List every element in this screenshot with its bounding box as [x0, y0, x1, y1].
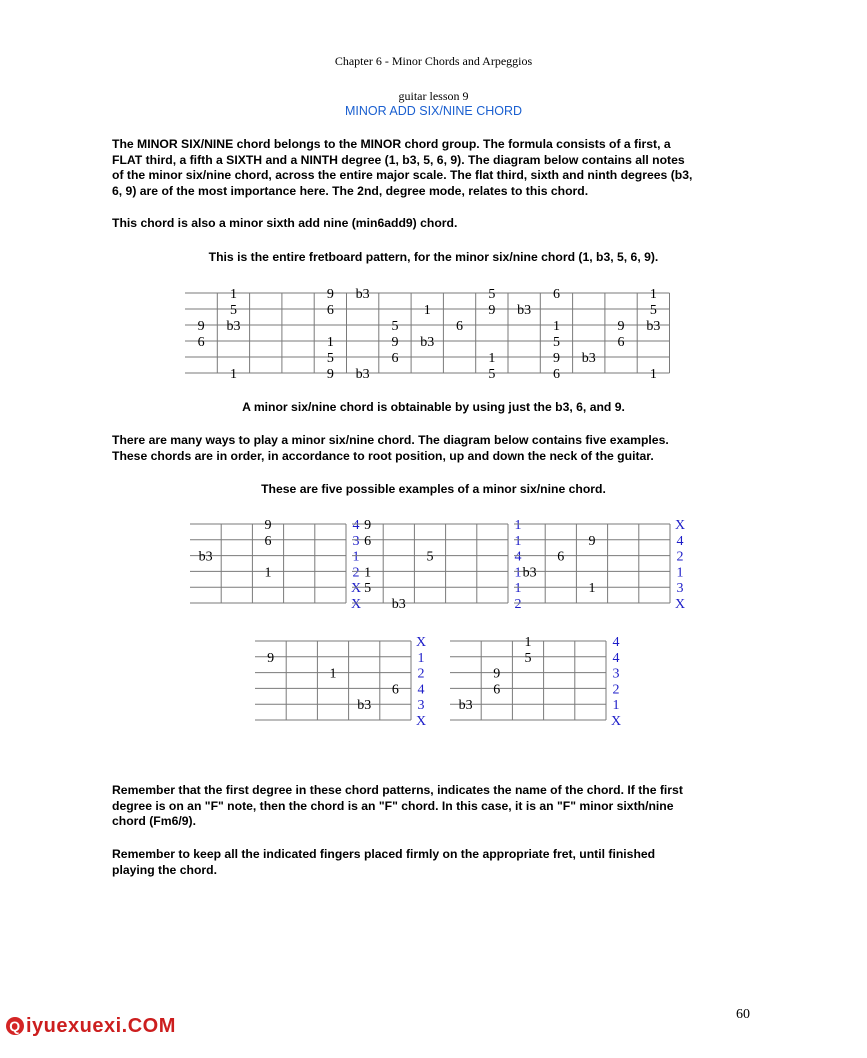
chord-note: 6	[557, 549, 565, 565]
finger-number: 4	[612, 635, 620, 650]
text-line: Remember that the first degree in these chord patterns, indicates the name of the chord. If the first	[112, 783, 683, 797]
fret-note: b3	[226, 319, 241, 334]
fret-note: 9	[552, 351, 560, 366]
finger-number: X	[415, 714, 427, 729]
fret-note: 5	[326, 351, 334, 366]
fret-note: 6	[326, 303, 334, 318]
finger-number: 1	[352, 549, 360, 565]
fret-note: b3	[646, 319, 661, 334]
fret-note: 6	[456, 319, 464, 334]
finger-number: X	[350, 581, 362, 597]
finger-number: 1	[417, 650, 425, 666]
remember-paragraph-1	[112, 783, 762, 830]
chord-note: b3	[198, 549, 213, 565]
chord-note: 9	[364, 518, 372, 533]
finger-number: 4	[676, 533, 684, 549]
fret-note: 9	[326, 287, 334, 302]
finger-number: 3	[612, 666, 620, 682]
chord-note: 5	[364, 581, 372, 597]
text-line: degree is on an "F" note, then the chord is an "F" chord. In this case, it is an "F" minor sixth/nine	[112, 798, 674, 813]
text-line: These chords are in order, in accordance to root position, up and down the neck of the guitar.	[112, 448, 654, 463]
fret-note: 6	[391, 351, 399, 366]
fret-note: 1	[552, 319, 560, 334]
chord-note: 9	[493, 666, 501, 682]
chord-note: b3	[522, 565, 537, 581]
fret-note: 5	[649, 303, 657, 318]
finger-number: 1	[514, 518, 522, 533]
chord-note: 1	[264, 565, 272, 581]
chord-note: 6	[391, 682, 399, 698]
chord-note: 9	[264, 518, 272, 533]
finger-number: 2	[352, 565, 360, 581]
fret-note: 5	[488, 367, 496, 382]
fret-note: 9	[617, 319, 625, 334]
text-line: The MINOR SIX/NINE chord belongs to the MINOR chord group. The formula consists of a first, a	[112, 137, 671, 151]
fret-note: 1	[649, 287, 657, 302]
intro-paragraph	[112, 137, 762, 199]
fret-note: b3	[420, 335, 435, 350]
finger-number: 3	[417, 698, 425, 714]
site-watermark	[6, 1015, 176, 1038]
fretboard-caption: This is the entire fretboard pattern, for the minor six/nine chord (1, b3, 5, 6, 9).	[208, 250, 659, 264]
chord-note: b3	[391, 597, 406, 612]
text-line: playing the chord.	[112, 862, 217, 877]
finger-number: 4	[612, 650, 620, 666]
fret-note: 1	[488, 351, 496, 366]
fret-note: 6	[552, 287, 560, 302]
chord-note: b3	[458, 698, 473, 714]
lesson-label: guitar lesson 9	[398, 89, 469, 103]
chord-note: 1	[329, 666, 337, 682]
finger-number: 2	[417, 666, 425, 682]
fret-note: 6	[197, 335, 205, 350]
chord-diagram-3	[507, 514, 686, 614]
chord-note: 5	[426, 549, 434, 565]
fret-note: 5	[552, 335, 560, 350]
finger-number: X	[674, 597, 686, 612]
lesson-title: MINOR ADD SIX/NINE CHORD	[344, 104, 523, 118]
chord-note: b3	[357, 698, 372, 714]
watermark-text: iyuexuexi.COM	[26, 1015, 176, 1037]
chord-note: 6	[493, 682, 501, 698]
also-paragraph: This chord is also a minor sixth add nine (min6add9) chord.	[112, 216, 458, 230]
text-line: of the minor six/nine chord, across the entire major scale. The flat third, sixth and ninth degrees (b3,	[112, 168, 693, 182]
fret-note: 1	[326, 335, 334, 350]
fret-note: b3	[355, 367, 370, 382]
fret-note: 9	[197, 319, 205, 334]
text-line: FLAT third, a fifth a SIXTH and a NINTH degree (1, b3, 5, 6, 9). The diagram below contains all notes	[112, 152, 685, 167]
finger-number: 4	[352, 518, 360, 533]
finger-number: 1	[514, 581, 522, 597]
examples-caption: These are five possible examples of a minor six/nine chord.	[261, 482, 606, 496]
fretboard-diagram	[180, 285, 685, 385]
finger-number: 4	[514, 549, 522, 565]
fret-note: 9	[326, 367, 334, 382]
fret-note: 1	[423, 303, 431, 318]
chord-note: 9	[588, 533, 596, 549]
fret-note: 6	[617, 335, 625, 350]
chord-diagram-2	[345, 514, 522, 614]
finger-number: 3	[352, 533, 360, 549]
chord-note: 6	[364, 533, 372, 549]
chord-note: 5	[524, 650, 532, 666]
fret-note: 5	[391, 319, 399, 334]
text-line: Remember to keep all the indicated fingers placed firmly on the appropriate fret, until finished	[112, 847, 656, 861]
chord-diagram-1	[183, 514, 362, 614]
page-number: 60	[736, 1007, 750, 1022]
chord-note: 1	[588, 581, 596, 597]
chord-diagram-5	[443, 631, 622, 731]
finger-number: 1	[612, 698, 620, 714]
chapter-header: Chapter 6 - Minor Chords and Arpeggios	[334, 54, 533, 68]
chord-note: 9	[267, 650, 275, 666]
fret-note: 1	[229, 367, 237, 382]
chord-note: 1	[524, 635, 532, 650]
fret-note: 5	[488, 287, 496, 302]
fret-note: 6	[552, 367, 560, 382]
finger-number: 3	[676, 581, 684, 597]
fret-note: 9	[391, 335, 399, 350]
watermark-logo: Q	[6, 1017, 24, 1035]
fret-note: b3	[517, 303, 532, 318]
fret-note: 1	[229, 287, 237, 302]
chord-note: 1	[364, 565, 372, 581]
ways-paragraph	[112, 433, 762, 464]
finger-number: 4	[417, 682, 425, 698]
obtainable-text: A minor six/nine chord is obtainable by using just the b3, 6, and 9.	[242, 400, 625, 414]
finger-number: 1	[676, 565, 684, 581]
chord-diagram-4	[248, 631, 443, 731]
finger-number: 2	[514, 597, 522, 612]
fret-note: 9	[488, 303, 496, 318]
finger-number: 1	[514, 565, 522, 581]
fret-note: b3	[581, 351, 596, 366]
fret-note: b3	[355, 287, 370, 302]
text-line: There are many ways to play a minor six/nine chord. The diagram below contains five examples.	[112, 433, 669, 447]
text-line: chord (Fm6/9).	[112, 814, 196, 828]
finger-number: X	[415, 635, 427, 650]
finger-number: 2	[676, 549, 684, 565]
finger-number: 1	[514, 533, 522, 549]
text-line: 6, 9) are of the most importance here. The 2nd, degree mode, relates to this chord.	[112, 183, 589, 198]
chord-note: 6	[264, 533, 272, 549]
finger-number: 2	[612, 682, 620, 698]
finger-number: X	[674, 518, 686, 533]
finger-number: X	[610, 714, 622, 729]
finger-number: X	[350, 597, 362, 612]
fret-note: 5	[229, 303, 237, 318]
remember-paragraph-2	[112, 847, 762, 878]
fret-note: 1	[649, 367, 657, 382]
